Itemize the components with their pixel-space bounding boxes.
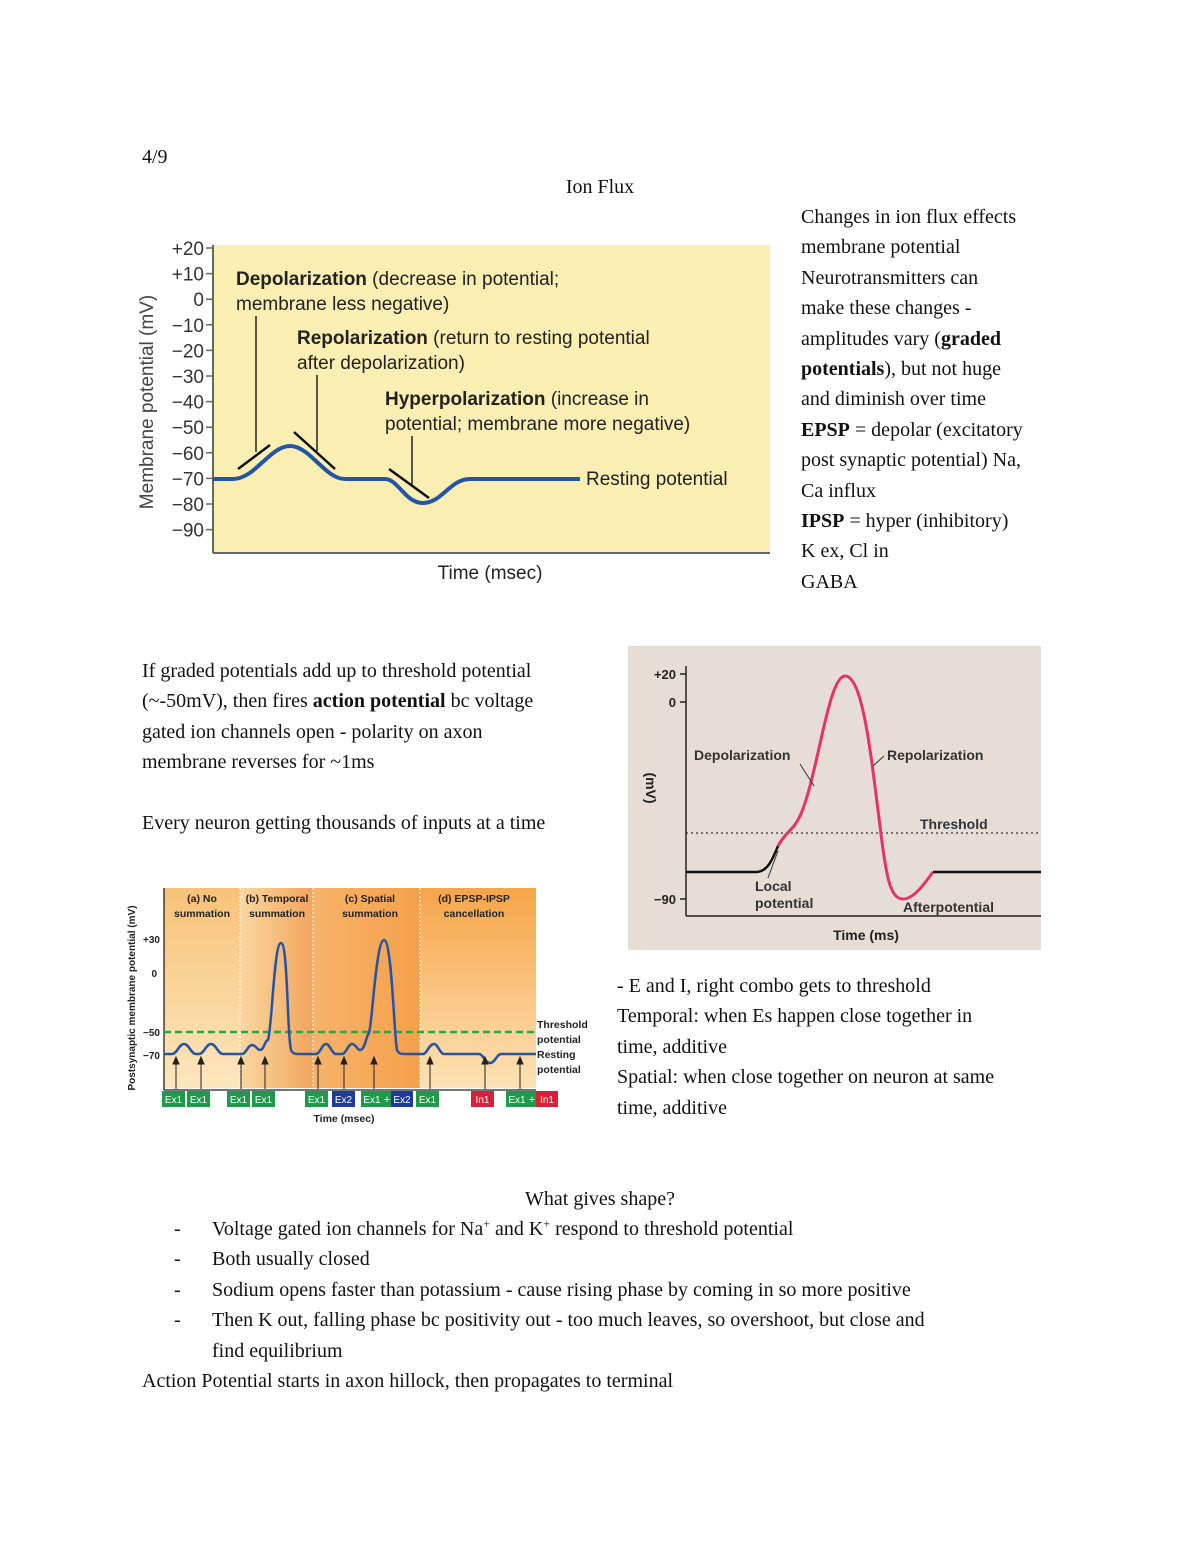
- svg-text:Depolarization (decrease in po: [236, 269, 559, 290]
- hyperpolarization-desc-2: potential; membrane more negative): [385, 414, 691, 435]
- y-axis-label: Membrane potential (mV): [137, 294, 158, 510]
- tick-label: +30: [143, 935, 160, 946]
- tick-label: −30: [171, 367, 204, 388]
- list-item: find equilibrium: [212, 1339, 343, 1362]
- tick-label: −10: [171, 315, 204, 337]
- tick-label: 0: [668, 695, 676, 710]
- panel-label: summation: [248, 908, 306, 920]
- resting-potential-label: Resting potential: [586, 469, 728, 490]
- y-axis-label: (mV): [643, 772, 659, 804]
- note-line: GABA: [801, 570, 858, 593]
- note-line: make these changes -: [801, 297, 972, 320]
- shape-list: [142, 1214, 1062, 1396]
- notes-summation: [617, 971, 1057, 1123]
- panel-label: summation: [341, 908, 399, 920]
- note-line: potentials), but not huge: [801, 358, 1001, 381]
- tick-label: −50: [143, 1028, 160, 1039]
- tick-label: +20: [653, 667, 676, 682]
- note-line: gated ion channels open - polarity on axon: [142, 720, 483, 743]
- input-badge-label: Ex1: [229, 1095, 248, 1106]
- notes-right: [801, 202, 1071, 597]
- tick-label: +20: [171, 239, 204, 260]
- x-axis-label: Time (msec): [313, 1113, 375, 1125]
- note-line: EPSP = depolar (excitatory: [801, 418, 1023, 441]
- note-line: post synaptic potential) Na,: [801, 449, 1021, 472]
- list-item: - Sodium opens faster than potassium - cause rising phase by coming in so more positive: [174, 1278, 911, 1301]
- page-title: Ion Flux: [565, 176, 635, 198]
- membrane-potential-figure: [130, 232, 790, 602]
- panel-label: summation: [173, 908, 231, 920]
- threshold-label-2: potential: [537, 1034, 581, 1046]
- local-potential-label-2: potential: [755, 895, 814, 911]
- x-axis-label: Time (msec): [437, 563, 543, 584]
- input-badge-label: Ex1: [363, 1095, 381, 1106]
- input-badge-label: Ex1: [418, 1095, 437, 1106]
- note-line: (~-50mV), then fires action potential bc voltage: [142, 690, 534, 713]
- tick-label: −70: [171, 469, 204, 491]
- tick-label: −20: [171, 341, 204, 363]
- repolarization-label: Repolarization: [887, 747, 984, 763]
- tick-label: −50: [171, 418, 204, 440]
- note-line: amplitudes vary (graded: [801, 327, 1001, 350]
- note-line: IPSP = hyper (inhibitory): [801, 510, 1009, 533]
- note-line: and diminish over time: [801, 388, 986, 411]
- note-line: Neurotransmitters can: [801, 266, 979, 289]
- action-potential-figure: [628, 646, 1041, 950]
- tick-label: 0: [151, 969, 157, 980]
- input-badge-label: Ex1: [254, 1095, 273, 1106]
- tick-label: −70: [143, 1051, 160, 1062]
- panel-label: (d) EPSP-IPSP: [438, 893, 510, 905]
- summation-figure: [124, 868, 604, 1130]
- svg-text:Hyperpolarization (increase in: [385, 389, 649, 410]
- panel-label: (a) No: [187, 893, 217, 905]
- repolarization-label: Repolarization: [297, 328, 428, 349]
- y-axis-label: Postsynaptic membrane potential (mV): [127, 905, 138, 1091]
- input-badge-label: In1: [475, 1095, 490, 1106]
- repolarization-desc-2: after depolarization): [297, 353, 465, 374]
- input-badge-label: Ex2: [393, 1095, 411, 1106]
- note-line: time, additive: [617, 1096, 727, 1119]
- note-line: time, additive: [617, 1035, 727, 1058]
- note-line: membrane reverses for ~1ms: [142, 751, 375, 774]
- note-line: Changes in ion flux effects: [801, 206, 1017, 228]
- notes-action-potential: [142, 656, 612, 838]
- input-badge-label: Ex2: [334, 1095, 353, 1106]
- section-title: What gives shape?: [525, 1188, 675, 1210]
- tick-label: −90: [171, 520, 204, 542]
- tick-label: 0: [193, 290, 204, 312]
- panel-label: (b) Temporal: [245, 893, 309, 905]
- local-potential-label: Local: [755, 878, 792, 894]
- page-date: 4/9: [142, 146, 168, 168]
- note-line: Temporal: when Es happen close together in: [617, 1005, 973, 1028]
- resting-label: Resting: [537, 1049, 576, 1061]
- panel-label: (c) Spatial: [344, 893, 396, 905]
- input-badge-label: In1: [540, 1095, 554, 1106]
- plus-sign: +: [528, 1094, 536, 1106]
- plus-sign: +: [383, 1094, 391, 1106]
- tick-label: −90: [653, 892, 676, 907]
- tick-label: −80: [171, 495, 204, 516]
- list-item: - Both usually closed: [174, 1248, 370, 1271]
- note-line: K ex, Cl in: [801, 540, 889, 563]
- threshold-label: Threshold: [537, 1019, 588, 1031]
- input-badge-label: Ex1: [508, 1095, 526, 1106]
- list-item: - Then K out, falling phase bc positivity out - too much leaves, so overshoot, but close and: [174, 1309, 925, 1332]
- list-item: - Voltage gated ion channels for Na+ and K+ respond to threshold potential: [174, 1216, 794, 1240]
- tick-label: −40: [171, 392, 204, 414]
- hyperpolarization-desc: (increase in: [545, 389, 649, 410]
- resting-label-2: potential: [537, 1064, 581, 1076]
- closing-note: Action Potential starts in axon hillock, then propagates to terminal: [142, 1370, 673, 1393]
- hyperpolarization-label: Hyperpolarization: [385, 389, 546, 410]
- input-badge-label: Ex1: [189, 1095, 208, 1106]
- note-line: membrane potential: [801, 236, 961, 259]
- depolarization-label: Depolarization: [694, 747, 791, 763]
- tick-label: −60: [171, 443, 204, 465]
- threshold-label: Threshold: [920, 816, 988, 832]
- input-badge-label: Ex1: [164, 1095, 183, 1106]
- depolarization-label: Depolarization: [236, 269, 367, 290]
- note-line: Spatial: when close together on neuron at same: [617, 1066, 995, 1089]
- note-line: Every neuron getting thousands of inputs at a time: [142, 812, 546, 835]
- note-line: Ca influx: [801, 479, 876, 502]
- depolarization-desc: (decrease in potential;: [366, 269, 560, 290]
- tick-label: +10: [171, 264, 204, 286]
- input-badge-label: Ex1: [307, 1095, 326, 1106]
- afterpotential-label: Afterpotential: [903, 899, 994, 915]
- repolarization-desc: (return to resting potential: [427, 328, 650, 349]
- svg-text:Repolarization (return to rest: [297, 328, 650, 349]
- note-line: - E and I, right combo gets to threshold: [617, 975, 931, 997]
- note-line: If graded potentials add up to threshold potential: [142, 660, 532, 682]
- depolarization-desc-2: membrane less negative): [236, 294, 450, 315]
- x-axis-label: Time (ms): [833, 927, 899, 943]
- panel-label: cancellation: [443, 908, 505, 920]
